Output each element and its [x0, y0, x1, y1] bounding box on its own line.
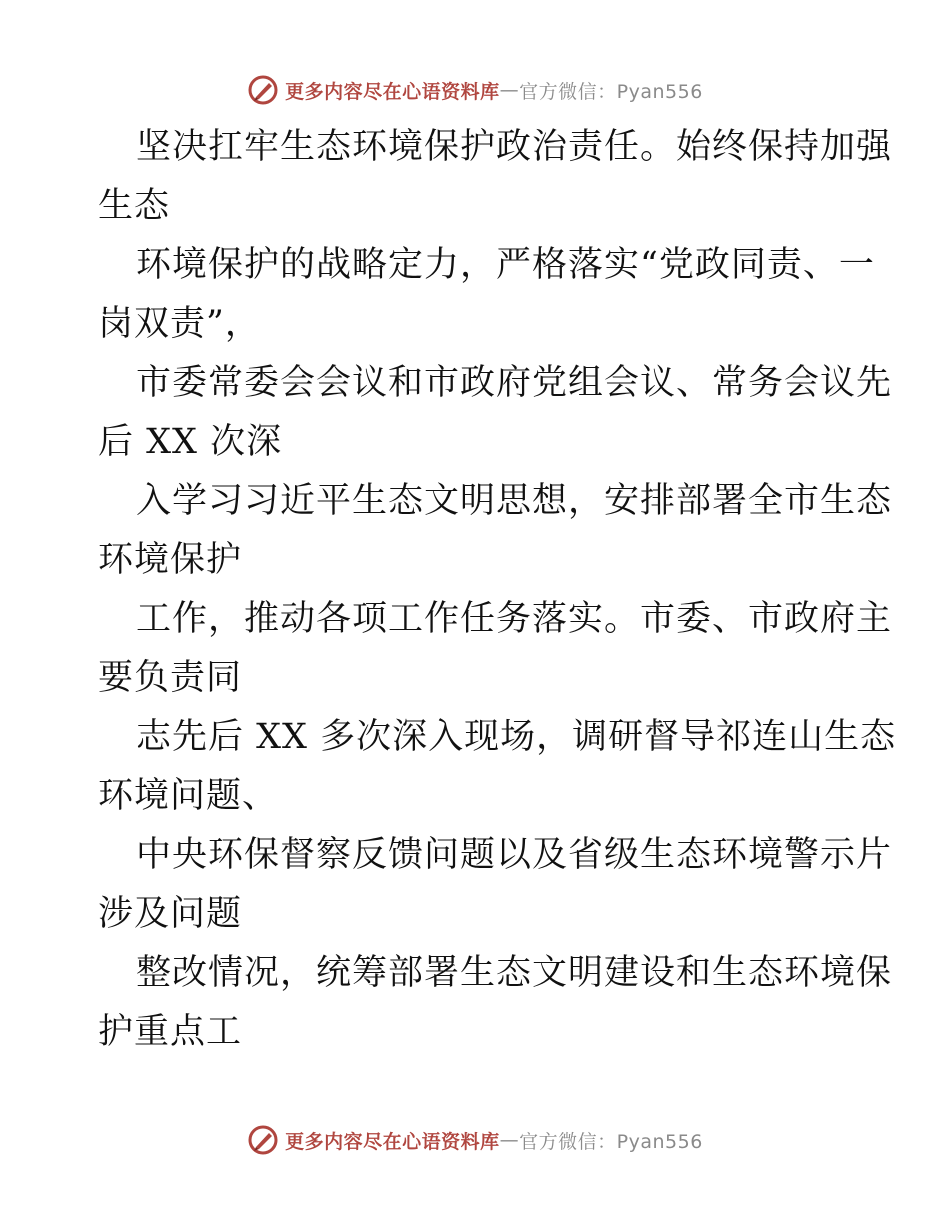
- paragraph-line: 护重点工: [98, 1012, 243, 1052]
- paragraph-line: 要负责同: [98, 658, 243, 698]
- paragraph-line: 整改情况，统筹部署生态文明建设和生态环境保: [136, 953, 893, 993]
- paragraph-line: 环境问题、: [98, 776, 279, 816]
- header-brand-text: 更多内容尽在心语资料库: [285, 80, 500, 103]
- paragraph-line: 工作，推动各项工作任务落实。市委、市政府主: [136, 599, 893, 639]
- paragraph-line: 环境保护的战略定力，严格落实“党政同责、一: [136, 245, 875, 285]
- header-separator: —: [499, 79, 520, 101]
- paragraph-line: 市委常委会会议和市政府党组会议、常务会议先: [136, 363, 893, 403]
- paragraph-line: 环境保护: [98, 540, 243, 580]
- document-body: [98, 118, 897, 1062]
- footer-brand-text: 更多内容尽在心语资料库: [285, 1130, 500, 1153]
- paragraph-line: 志先后 XX 多次深入现场，调研督导祁连山生态: [136, 717, 897, 757]
- paragraph-line: 坚决扛牢生态环境保护政治责任。始终保持加强: [136, 127, 893, 167]
- page-header-banner: [0, 70, 950, 110]
- footer-wechat-text: 官方微信：Pyan556: [519, 1130, 703, 1153]
- paragraph-line: 中央环保督察反馈问题以及省级生态环境警示片: [136, 835, 893, 875]
- paragraph-line: 涉及问题: [98, 894, 243, 934]
- pen-logo-icon: [247, 74, 279, 106]
- paragraph-line: 入学习习近平生态文明思想，安排部署全市生态: [136, 481, 893, 521]
- footer-separator: —: [499, 1129, 520, 1151]
- header-wechat-text: 官方微信：Pyan556: [519, 80, 703, 103]
- pen-logo-icon: [247, 1124, 279, 1156]
- paragraph-line: 生态: [98, 186, 171, 226]
- paragraph-line: 岗双责”，: [98, 304, 261, 344]
- paragraph-line: 后 XX 次深: [98, 422, 283, 462]
- page-footer-banner: [0, 1120, 950, 1160]
